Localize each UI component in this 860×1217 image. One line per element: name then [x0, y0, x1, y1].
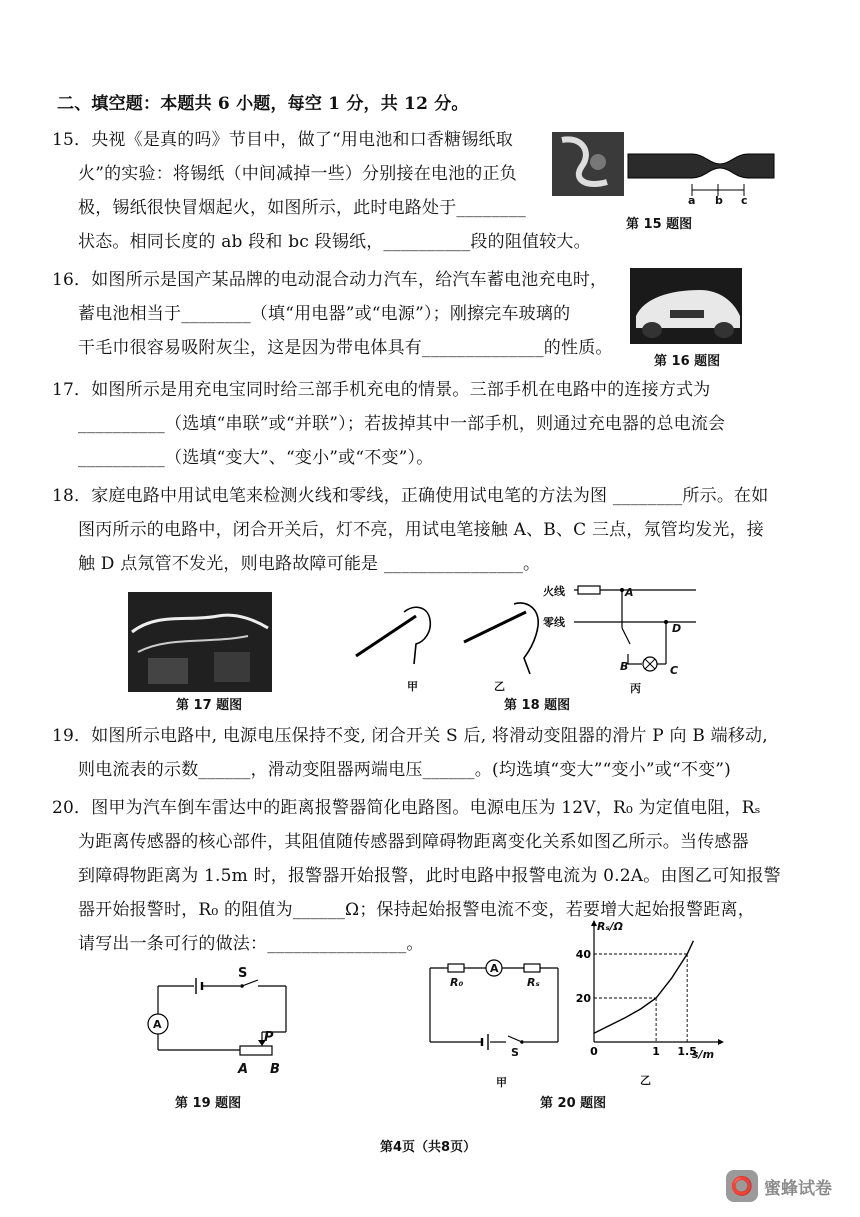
q18-label-jia: 甲 — [407, 680, 418, 693]
q17-caption: 第 17 题图 — [176, 698, 243, 713]
q20-chart-ylabel: Rₛ/Ω — [597, 920, 624, 933]
chart-x-tick-label: 1 — [652, 1045, 660, 1058]
q18-test-pen-drawings — [354, 598, 554, 678]
q19-end-b-label: B — [270, 1062, 280, 1077]
q19-slider-label: P — [264, 1030, 274, 1045]
q15-caption: 第 15 题图 — [626, 217, 693, 232]
q20-label-jia: 甲 — [496, 1076, 507, 1089]
q15-label-b: b — [715, 194, 723, 207]
q20-line-5: 请写出一条可行的做法：________________。 — [78, 934, 424, 954]
q18-label-neutral-wire: 零线 — [543, 616, 565, 629]
q20-label-yi: 乙 — [640, 1074, 651, 1087]
watermark — [726, 1170, 832, 1202]
q18-point-c: C — [670, 664, 679, 677]
chart-y-tick-label: 20 — [575, 992, 591, 1005]
q16-line-2: 蓄电池相当于________（填“用电器”或“电源”）；刚擦完车玻璃的 — [78, 304, 571, 324]
q18-label-bing: 丙 — [630, 682, 641, 695]
q18-point-d: D — [672, 622, 682, 635]
q19-switch-label: S — [238, 966, 248, 981]
q20-line-4: 器开始报警时，R₀ 的阻值为______Ω；保持起始报警电流不变，若要增大起始报警距离， — [78, 900, 755, 920]
page-footer: 第4页（共8页） — [380, 1140, 477, 1155]
chart-x-arrow — [718, 1039, 724, 1045]
q18-point-b: B — [620, 660, 629, 673]
q19-ammeter-label: A — [153, 1018, 162, 1031]
q17-line-1: 17．如图所示是用充电宝同时给三部手机充电的情景。三部手机在电路中的连接方式为 — [52, 380, 711, 400]
watermark-text: 蜜蜂试卷 — [764, 1178, 832, 1199]
q16-caption: 第 16 题图 — [654, 354, 721, 369]
q15-line-3: 极，锡纸很快冒烟起火，如图所示，此时电路处于________ — [78, 198, 526, 218]
q15-line-1: 15．央视《是真的吗》节目中，做了“用电池和口香糖锡纸取 — [52, 130, 513, 150]
section-heading: 二、填空题：本题共 6 小题，每空 1 分，共 12 分。 — [57, 94, 469, 114]
q16-car-photo — [630, 268, 742, 344]
q20-caption: 第 20 题图 — [540, 1096, 607, 1111]
q16-line-1: 16．如图所示是国产某品牌的电动混合动力汽车，给汽车蓄电池充电时， — [52, 270, 608, 290]
q18-label-live-wire: 火线 — [543, 585, 565, 598]
q17-charging-photo — [128, 592, 272, 692]
q16-line-3: 干毛巾很容易吸附灰尘，这是因为带电体具有______________的性质。 — [78, 338, 613, 358]
q15-label-c: c — [741, 194, 748, 207]
q19-circuit — [144, 958, 294, 1068]
q17-line-2: __________（选填“串联”或“并联”）；若拔掉其中一部手机，则通过充电器的总电流会 — [78, 414, 726, 434]
q20-resistance-distance-chart — [575, 918, 718, 1058]
q15-figure — [552, 132, 776, 214]
chart-x-tick-label: 1.5 — [677, 1045, 697, 1058]
q15-line-2: 火”的实验：将锡纸（中间减掉一些）分别接在电池的正负 — [78, 164, 517, 184]
q20-rs-label: Rₛ — [527, 976, 540, 989]
q20-chart-xlabel: s/m — [692, 1048, 715, 1061]
q18-line-3: 触 D 点氖管不发光，则电路故障可能是 ________________。 — [78, 554, 541, 574]
q19-line-1: 19．如图所示电路中, 电源电压保持不变, 闭合开关 S 后, 将滑动变阻器的滑片 P 向 B 端移动, — [52, 726, 768, 746]
chart-x-tick-label: 0 — [590, 1045, 598, 1058]
q15-label-a: a — [688, 194, 696, 207]
bee-logo-icon: ⭕ — [726, 1170, 758, 1202]
q18-line-1: 18．家庭电路中用试电笔来检测火线和零线，正确使用试电笔的方法为图 ________所示。在如 — [52, 486, 769, 506]
q20-line-2: 为距离传感器的核心部件，其阻值随传感器到障碍物距离变化关系如图乙所示。当传感器 — [78, 832, 749, 852]
q18-label-yi: 乙 — [494, 680, 505, 693]
q17-line-3: __________（选填“变大”、“变小”或“不变”）。 — [78, 448, 434, 468]
q18-caption: 第 18 题图 — [504, 698, 571, 713]
q20-switch-label: S — [511, 1046, 519, 1059]
q18-point-a: A — [625, 586, 634, 599]
q20-ammeter-label: A — [490, 962, 499, 975]
chart-y-tick-label: 40 — [575, 948, 591, 961]
q20-line-1: 20．图甲为汽车倒车雷达中的距离报警器简化电路图。电源电压为 12V，R₀ 为定值电阻，Rₛ — [52, 798, 761, 818]
chart-series-line — [594, 941, 693, 1033]
q15-line-4: 状态。相同长度的 ab 段和 bc 段锡纸，__________段的阻值较大。 — [78, 232, 591, 252]
q20-r0-label: R₀ — [450, 976, 464, 989]
q19-caption: 第 19 题图 — [175, 1096, 242, 1111]
q18-line-2: 图丙所示的电路中，闭合开关后，灯不亮，用试电笔接触 A、B、C 三点，氖管均发光，接 — [78, 520, 764, 540]
q19-line-2: 则电流表的示数______，滑动变阻器两端电压______。(均选填“变大”“变小”或“不变”) — [78, 760, 732, 780]
q19-end-a-label: A — [238, 1062, 249, 1077]
q20-line-3: 到障碍物距离为 1.5m 时，报警器开始报警，此时电路中报警电流为 0.2A。由图乙可知报警 — [78, 866, 781, 886]
